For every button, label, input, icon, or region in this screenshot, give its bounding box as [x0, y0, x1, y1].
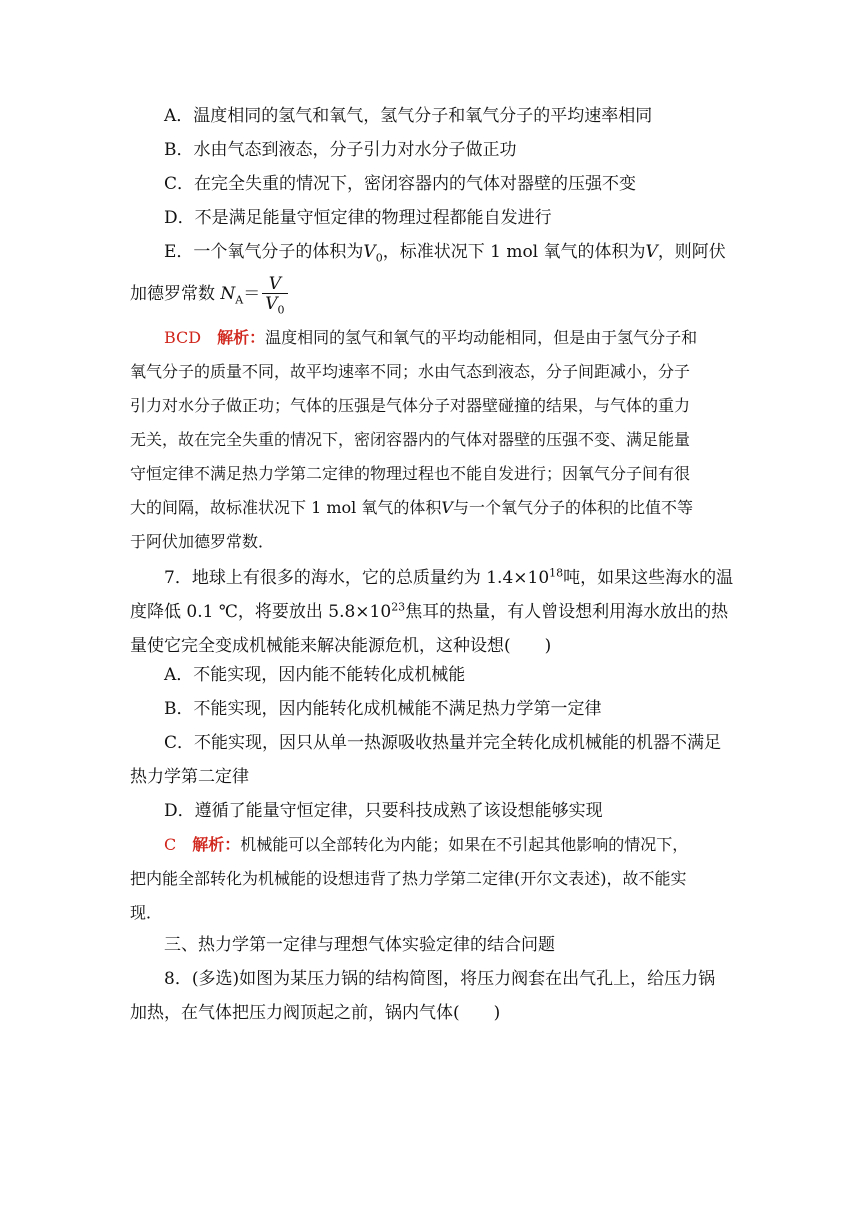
q7-stem-2a: 度降低 0.1 ℃，将要放出 5.8×10	[130, 602, 392, 622]
q6-option-e-line2	[130, 272, 288, 316]
q6-analysis-line-4: 守恒定律不满足热力学第二定律的物理过程也不能自发进行；因氧气分子间有很	[130, 464, 691, 483]
q6-analysis-last-a: 大的间隔，故标准状况下 1 mol 氧气的体积	[130, 498, 442, 517]
avogadro-symbol: N	[220, 284, 236, 304]
q6-option-e-text-3: ，则阿伏	[657, 242, 726, 262]
fraction-numerator: V	[262, 275, 287, 294]
q6-option-e-text-2: ，标准状况下 1 mol 氧气的体积为	[382, 242, 646, 262]
avogadro-subscript: A	[235, 293, 244, 307]
q7-stem-2-exp: 23	[391, 600, 406, 614]
q6-analysis-line-2: 引力对水分子做正功；气体的压强是气体分子对器壁碰撞的结果，与气体的重力	[130, 396, 691, 415]
q6-option-e-v: V	[645, 242, 658, 262]
fraction-denominator-v: V	[265, 294, 278, 314]
q7-option-d: D．遵循了能量守恒定律，只要科技成熟了该设想能够实现	[164, 801, 603, 821]
fraction-v-over-v0	[262, 274, 287, 317]
q6-analysis-line-3: 无关，故在完全失重的情况下，密闭容器内的气体对器壁的压强不变、满足能量	[130, 430, 691, 449]
q7-option-c-cont: 热力学第二定律	[130, 767, 249, 787]
q6-analysis-label: 解析：	[217, 328, 266, 347]
q7-stem-2b: 焦耳的热量，有人曾设想利用海水放出的热	[405, 602, 729, 622]
q6-analysis-line-5	[130, 497, 693, 519]
q6-option-e-text-1: E．一个氧气分子的体积为	[164, 242, 364, 262]
q6-option-c: C．在完全失重的情况下，密闭容器内的气体对器壁的压强不变	[164, 174, 637, 194]
fraction-denominator-sub: 0	[277, 303, 285, 317]
q7-option-a: A．不能实现，因内能不能转化成机械能	[164, 665, 466, 685]
q6-option-b: B．水由气态到液态，分子引力对水分子做正功	[164, 140, 517, 160]
q6-option-e-line2-text: 加德罗常数	[130, 284, 215, 304]
q6-option-e	[164, 241, 726, 263]
q6-answer-line	[164, 327, 697, 349]
equals-sign: ＝	[243, 284, 261, 304]
fraction-denominator	[262, 294, 287, 317]
q6-analysis-last-b: 与一个氧气分子的体积的比值不等	[452, 498, 693, 517]
q7-stem-1-exp: 18	[549, 566, 564, 580]
q6-analysis-last-v: V	[441, 498, 453, 517]
q7-option-c: C．不能实现，因只从单一热源吸收热量并完全转化成机械能的机器不满足	[164, 733, 722, 753]
q6-answer: BCD	[164, 328, 202, 347]
q7-stem-1a: 7．地球上有很多的海水，它的总质量约为 1.4×10	[164, 568, 550, 588]
q8-stem-line-1: 8．(多选)如图为某压力锅的结构简图，将压力阀套在出气孔上，给压力锅	[164, 969, 716, 989]
q6-option-e-v0-sub: 0	[375, 251, 383, 265]
q7-stem-line-1	[164, 567, 733, 589]
q8-stem-line-2: 加热，在气体把压力阀顶起之前，锅内气体( )	[130, 1003, 501, 1023]
q6-analysis-end: 于阿伏加德罗常数．	[130, 532, 275, 551]
q7-answer-line	[164, 834, 688, 856]
q7-analysis-2: 把内能全部转化为机械能的设想违背了热力学第二定律(开尔文表述)，故不能实	[130, 869, 687, 888]
q7-analysis-3: 现．	[130, 903, 163, 922]
q6-analysis-line-0: 温度相同的氢气和氧气的平均动能相同，但是由于氢气分子和	[265, 328, 698, 347]
q6-option-a: A．温度相同的氢气和氧气，氢气分子和氧气分子的平均速率相同	[164, 106, 653, 126]
q6-option-d: D．不是满足能量守恒定律的物理过程都能自发进行	[164, 208, 552, 228]
q7-analysis-label: 解析：	[192, 835, 241, 854]
q7-option-b: B．不能实现，因内能转化成机械能不满足热力学第一定律	[164, 699, 602, 719]
q7-stem-line-3: 量使它完全变成机械能来解决能源危机，这种设想( )	[130, 636, 552, 656]
q6-analysis-line-1: 氧气分子的质量不同，故平均速率不同；水由气态到液态，分子间距减小，分子	[130, 362, 691, 381]
q6-option-e-v0: V	[363, 242, 376, 262]
q7-stem-1b: 吨，如果这些海水的温	[563, 568, 734, 588]
q7-answer: C	[164, 835, 177, 854]
q7-analysis-1: 机械能可以全部转化为内能；如果在不引起其他影响的情况下，	[240, 835, 689, 854]
section-heading: 三、热力学第一定律与理想气体实验定律的结合问题	[164, 935, 555, 955]
q7-stem-line-2	[130, 601, 728, 623]
